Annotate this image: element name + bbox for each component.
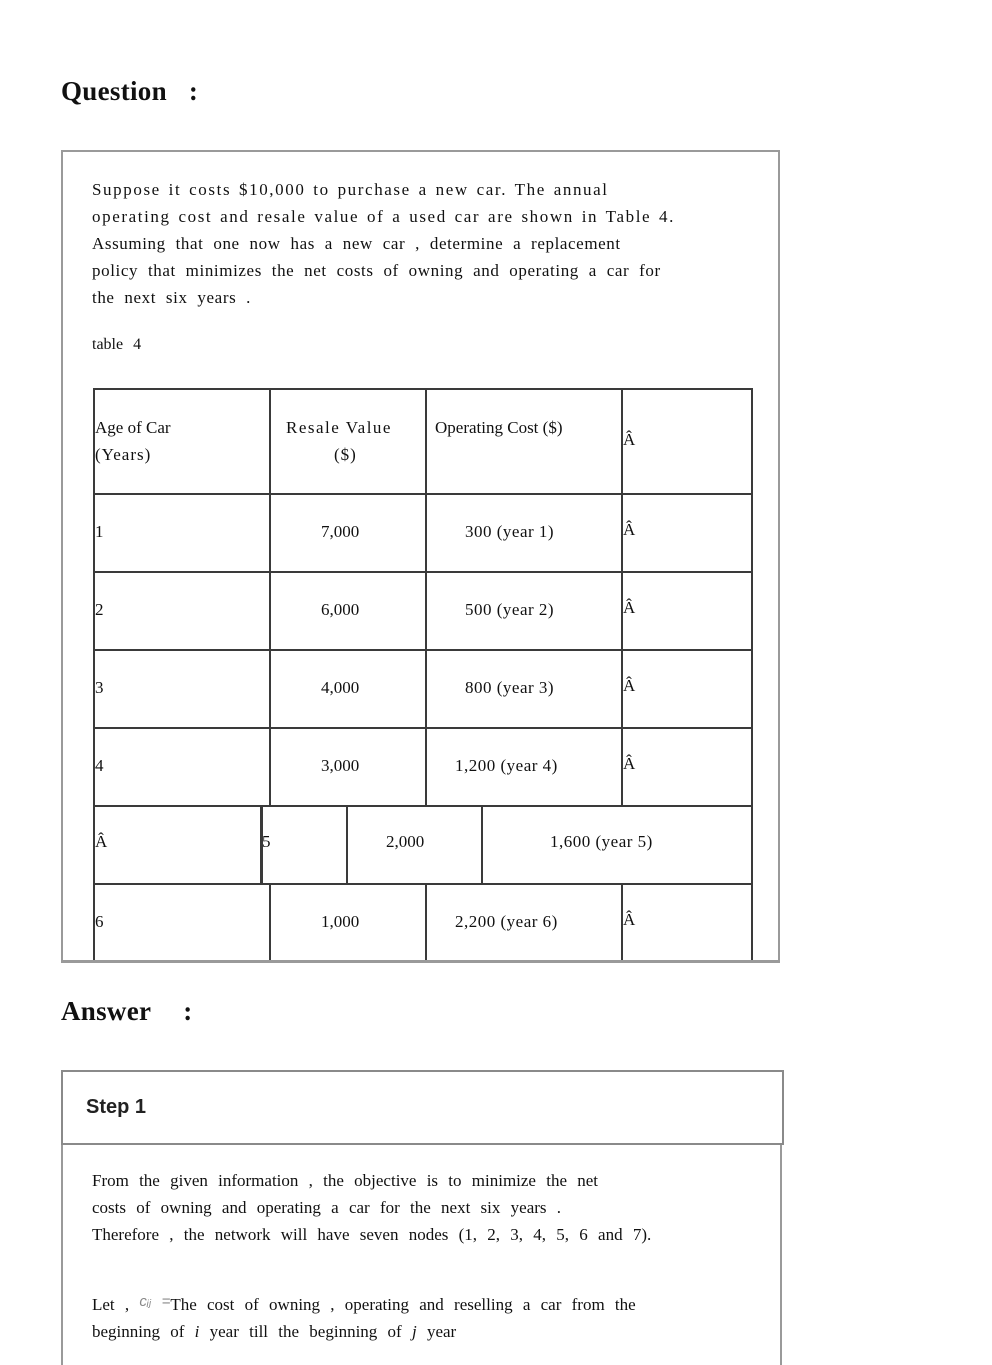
step-header [61,1070,784,1145]
line-part: year till the beginning of [199,1322,412,1341]
cij-symbol: cᵢⱼ = [139,1293,171,1310]
header-extra-glyph: Â [623,430,636,449]
cell-operating: 300 (year 1) [465,522,555,541]
question-text-line: Suppose it costs $10,000 to purchase a new car. The annual [92,180,609,199]
answer-line [92,1318,772,1345]
question-heading-colon: : [188,76,199,106]
table-row-4-operating [425,727,623,807]
cell-extra: Â [623,676,636,695]
answer-heading [61,996,193,1027]
table-row-6-resale [269,883,427,963]
cell-operating: 2,000 [386,832,425,851]
answer-heading-colon: : [183,996,193,1026]
cell-age: 3 [95,678,104,697]
cell-extra: 1,600 (year 5) [550,832,653,851]
cell-extra: Â [623,910,636,929]
table-row-3-operating [425,649,623,729]
cell-resale: 7,000 [321,522,360,541]
cell-resale: 6,000 [321,600,360,619]
cell-age: 2 [95,600,104,619]
table-row-1-age [93,493,271,573]
table-label: table 4 [92,336,142,353]
table-row-1-resale [269,493,427,573]
table-header-extra [621,388,753,495]
header-resale-line2: ($) [334,445,357,464]
cell-operating: 800 (year 3) [465,678,555,697]
table-row-4-extra [621,727,753,807]
table-row-3-resale [269,649,427,729]
table-row-5-resale [260,805,348,885]
cell-extra: Â [623,520,636,539]
table-row-3-age [93,649,271,729]
let-label: Let , [92,1295,130,1314]
header-age-line2: (Years) [95,445,152,464]
table-row-5-extra [481,805,753,885]
answer-paragraph-2 [92,1288,772,1345]
cell-extra: Â [623,754,636,773]
cell-resale: 4,000 [321,678,360,697]
question-heading [61,76,198,107]
table-row-1-operating [425,493,623,573]
cell-operating: 2,200 (year 6) [455,912,558,931]
question-box [61,150,780,963]
step-title: Step 1 [86,1096,147,1118]
cell-resale: 1,000 [321,912,360,931]
question-text-line: the next six years . [92,288,251,307]
cell-age: Â [95,832,108,851]
variable-j: j [411,1322,417,1341]
cell-resale: 5 [262,832,271,851]
answer-line [92,1288,772,1318]
table-header-age [93,388,271,495]
table-row-5-age [93,805,263,885]
header-age-line1: Age of Car [95,418,171,437]
line-part: beginning of [92,1322,195,1341]
table-row-2-operating [425,571,623,651]
header-resale-line1: Resale Value [286,418,392,437]
answer-line: From the given information , the objective is to minimize the net [92,1171,599,1190]
question-text-line: operating cost and resale value of a used car are shown in Table 4. [92,207,675,226]
question-text-line: Assuming that one now has a new car , determine a replacement [92,234,621,253]
cell-age: 1 [95,522,104,541]
table-row-2-resale [269,571,427,651]
table-row-6-age [93,883,271,963]
cell-operating: 500 (year 2) [465,600,555,619]
answer-box [61,1145,782,1365]
cell-operating: 1,200 (year 4) [455,756,558,775]
answer-line: costs of owning and operating a car for the next six years . [92,1198,562,1217]
cell-extra: Â [623,598,636,617]
table-row-1-extra [621,493,753,573]
table-row-3-extra [621,649,753,729]
cell-age: 4 [95,756,104,775]
answer-heading-label: Answer [61,996,152,1026]
table-row-2-extra [621,571,753,651]
header-operating-label: Operating Cost ($) [435,418,563,437]
table-row-4-age [93,727,271,807]
answer-line: Therefore , the network will have seven nodes (1, 2, 3, 4, 5, 6 and 7). [92,1225,652,1244]
table-row-5-operating [346,805,483,885]
let-definition: The cost of owning , operating and reselling a car from the [170,1295,636,1314]
cell-resale: 3,000 [321,756,360,775]
cell-age: 6 [95,912,104,931]
question-text-line: policy that minimizes the net costs of owning and operating a car for [92,261,661,280]
answer-paragraph-1 [92,1167,772,1248]
table-row-4-resale [269,727,427,807]
variable-i: i [194,1322,200,1341]
question-text [92,176,752,311]
table-row-6-operating [425,883,623,963]
line-part: year [416,1322,457,1341]
question-heading-label: Question [61,76,167,106]
table-header-resale [269,388,427,495]
table-row-6-extra [621,883,753,963]
table-header-operating [425,388,623,495]
table-row-2-age [93,571,271,651]
